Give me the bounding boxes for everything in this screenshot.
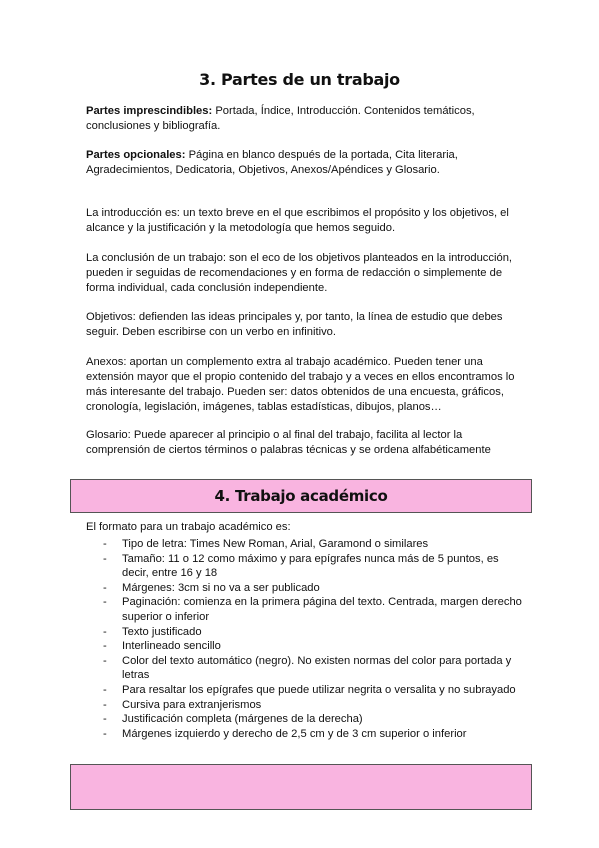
section-3-title: 3. Partes de un trabajo [199,70,400,89]
list-item: - Interlineado sencillo [103,640,221,653]
paragraph-imprescindibles [86,104,516,134]
paragraph-conclusion: La conclusión de un trabajo: son el eco de los objetivos planteados en la introducción, pueden ir seguidas de recomendaciones y en forma de redacción o simplemente de forma individual, cada conclusión independiente. [86,252,513,294]
list-item: - Tamaño: 11 o 12 como máximo y para epígrafes nunca más de 5 puntos, es decir, entre 16 y 18 [103,552,499,580]
list-item: - Texto justificado [103,625,202,638]
list-item: - Cursiva para extranjerismos [103,698,262,711]
list-item: - Paginación: comienza en la primera página del texto. Centrada, margen derecho superior o inferior [103,596,522,623]
opcionales-label: Partes opcionales: [86,149,186,161]
section-4-title: 4. Trabajo académico [214,487,388,505]
section-4-header-band [70,479,532,513]
paragraph-objetivos: Objetivos: defienden las ideas principales y, por tanto, la línea de estudio que debes seguir. Deben escribirse con un verbo en infinitivo. [86,311,503,338]
paragraph-glosario: Glosario: Puede aparecer al principio o al final del trabajo, facilita al lector la comprensión de ciertos términos o palabras técnicas y se ordena alfabéticamente [86,429,491,456]
list-item: - Para resaltar los epígrafes que puede utilizar negrita o versalita y no subrayado [103,683,516,696]
imprescindibles-text: Portada, Índice, Introducción. Contenidos temáticos, conclusiones y bibliografía. [86,105,475,132]
list-item: - Márgenes izquierdo y derecho de 2,5 cm y de 3 cm superior o inferior [103,727,467,740]
paragraph-introduccion: La introducción es: un texto breve en el que escribimos el propósito y los objetivos, el alcance y la justificación y la metodología que hemos seguido. [86,207,509,234]
empty-pink-band [70,764,532,810]
list-item: - Justificación completa (márgenes de la derecha) [103,713,363,726]
list-item: - Color del texto automático (negro). No existen normas del color para portada y letras [103,654,512,682]
list-item: - Tipo de letra: Times New Roman, Arial, Garamond o similares [103,538,429,550]
opcionales-text: Página en blanco después de la portada, Cita literaria, Agradecimientos, Dedicatoria, Objetivos, Anexos/Apéndices y Glosario. [86,149,458,176]
paragraph-anexos: Anexos: aportan un complemento extra al trabajo académico. Pueden tener una extensión mayor que el propio contenido del trabajo y a veces en ellos encontramos lo más interesante del trabajo. Pueden ser: datos obtenidos de una encuesta, gráficos, cronología, legislación, imágenes, tablas estadísticas, dibujos, planos… [86,356,515,413]
paragraph-opcionales [86,148,516,178]
list-item: - Márgenes: 3cm si no va a ser publicado [103,581,320,594]
format-intro: El formato para un trabajo académico es: [86,521,291,533]
imprescindibles-label: Partes imprescindibles: [86,105,213,117]
format-list [86,537,526,741]
